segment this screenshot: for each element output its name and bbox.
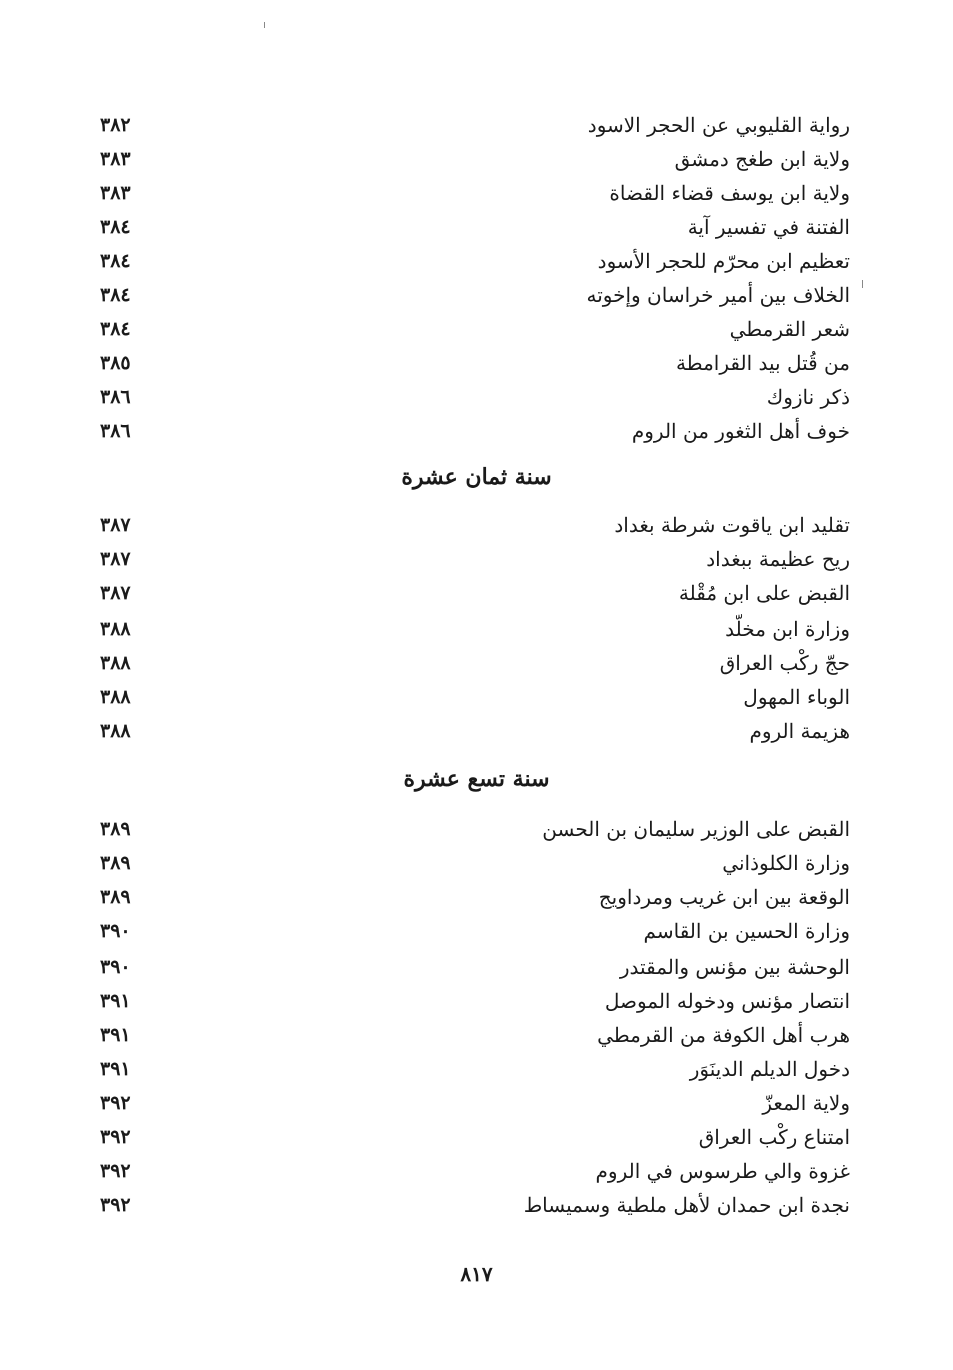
entry-page-number: ٣٨٧ — [100, 582, 131, 604]
toc-entry — [90, 984, 850, 1018]
scan-mark — [862, 280, 863, 288]
toc-entry — [90, 714, 850, 748]
entry-title: انتصار مؤنس ودخوله الموصل — [604, 989, 850, 1013]
entry-title: الوقعة بين ابن غريب ومرداويج — [598, 885, 850, 909]
entry-page-number: ٣٨٧ — [100, 548, 131, 570]
entry-title: ولاية المعزّ — [762, 1091, 850, 1115]
entry-page-number: ٣٩٠ — [100, 956, 131, 978]
entry-title: نجدة ابن حمدان لأهل ملطية وسميساط — [523, 1193, 850, 1217]
entry-page-number: ٣٩٢ — [100, 1160, 131, 1182]
entry-page-number: ٣٨٩ — [100, 818, 131, 840]
entry-page-number: ٣٩١ — [100, 990, 131, 1012]
page-number: ٨١٧ — [460, 1262, 493, 1286]
entry-page-number: ٣٨٨ — [100, 720, 131, 742]
entry-page-number: ٣٩١ — [100, 1024, 131, 1046]
toc-entry — [90, 1018, 850, 1052]
entry-title: وزارة الحسين بن القاسم — [643, 919, 850, 943]
entry-page-number: ٣٨٤ — [100, 284, 131, 306]
entry-title: رواية القليوبي عن الحجر الاسود — [587, 113, 850, 137]
toc-entry — [90, 108, 850, 142]
entry-title: ريح عظيمة ببغداد — [706, 547, 850, 571]
entry-title: غزوة والي طرسوس في الروم — [595, 1159, 850, 1183]
toc-entry — [90, 346, 850, 380]
entry-page-number: ٣٨٨ — [100, 686, 131, 708]
entry-title: الفتنة في تفسير آية — [687, 215, 850, 239]
toc-entry — [90, 1154, 850, 1188]
entry-page-number: ٣٩٠ — [100, 920, 131, 942]
entry-title: القبض على الوزير سليمان بن الحسن — [542, 817, 850, 841]
toc-entry — [90, 880, 850, 914]
toc-entry — [90, 210, 850, 244]
toc-entry — [90, 312, 850, 346]
entry-title: هزيمة الروم — [749, 719, 850, 743]
entry-page-number: ٣٨٦ — [100, 386, 131, 408]
toc-entry — [90, 914, 850, 948]
entry-page-number: ٣٨٤ — [100, 216, 131, 238]
entry-title: شعر القرمطي — [729, 317, 850, 341]
entry-page-number: ٣٨٦ — [100, 420, 131, 442]
entry-page-number: ٣٨٣ — [100, 182, 131, 204]
toc-entry — [90, 680, 850, 714]
entry-page-number: ٣٨٤ — [100, 250, 131, 272]
entry-title: تقليد ابن ياقوت شرطة بغداد — [614, 513, 850, 537]
entry-page-number: ٣٩٢ — [100, 1194, 131, 1216]
entry-title: حجّ ركْب العراق — [719, 651, 850, 675]
entry-page-number: ٣٩٢ — [100, 1126, 131, 1148]
entry-page-number: ٣٨٥ — [100, 352, 131, 374]
entry-title: دخول الديلم الدينَوَر — [689, 1057, 850, 1081]
entry-title: القبض على ابن مُقْلة — [678, 581, 850, 605]
entry-title: الوباء المهول — [743, 685, 850, 709]
toc-entry — [90, 142, 850, 176]
entry-page-number: ٣٨٣ — [100, 148, 131, 170]
entry-title: امتناع ركْب العراق — [698, 1125, 850, 1149]
entry-title: من قُتل بيد القرامطة — [675, 351, 850, 375]
toc-entry — [90, 1086, 850, 1120]
entry-page-number: ٣٨٤ — [100, 318, 131, 340]
toc-entry — [90, 176, 850, 210]
entry-page-number: ٣٩٢ — [100, 1092, 131, 1114]
toc-entry — [90, 950, 850, 984]
entry-title: ولاية ابن طغج دمشق — [674, 147, 850, 171]
entry-title: الخلاف بين أمير خراسان وإخوته — [586, 283, 850, 307]
toc-entry — [90, 244, 850, 278]
toc-entry — [90, 812, 850, 846]
toc-entry — [90, 380, 850, 414]
toc-entry — [90, 1188, 850, 1222]
toc-entry — [90, 542, 850, 576]
toc-entry — [90, 646, 850, 680]
entry-title: ذكر نازوك — [766, 385, 850, 409]
entry-page-number: ٣٨٩ — [100, 886, 131, 908]
toc-entry — [90, 414, 850, 448]
entry-title: تعظيم ابن محرّم للحجر الأسود — [597, 249, 850, 273]
entry-page-number: ٣٨٧ — [100, 514, 131, 536]
entry-page-number: ٣٨٨ — [100, 618, 131, 640]
toc-entry — [90, 508, 850, 542]
section-heading: سنة تسع عشرة — [403, 766, 550, 792]
toc-entry — [90, 278, 850, 312]
entry-page-number: ٣٨٨ — [100, 652, 131, 674]
entry-title: وزارة ابن مخلّد — [725, 617, 850, 641]
entry-page-number: ٣٨٢ — [100, 114, 131, 136]
toc-entry — [90, 576, 850, 610]
entry-title: هرب أهل الكوفة من القرمطي — [597, 1023, 850, 1047]
entry-title: خوف أهل الثغور من الروم — [631, 419, 850, 443]
toc-entry — [90, 1052, 850, 1086]
toc-entry — [90, 846, 850, 880]
entry-page-number: ٣٩١ — [100, 1058, 131, 1080]
toc-entry — [90, 1120, 850, 1154]
toc-entry — [90, 612, 850, 646]
scan-mark — [264, 22, 265, 28]
entry-title: الوحشة بين مؤنس والمقتدر — [619, 955, 850, 979]
entry-page-number: ٣٨٩ — [100, 852, 131, 874]
section-heading: سنة ثمان عشرة — [401, 464, 552, 490]
entry-title: وزارة الكلوذاني — [722, 851, 850, 875]
entry-title: ولاية ابن يوسف قضاء القضاة — [609, 181, 850, 205]
